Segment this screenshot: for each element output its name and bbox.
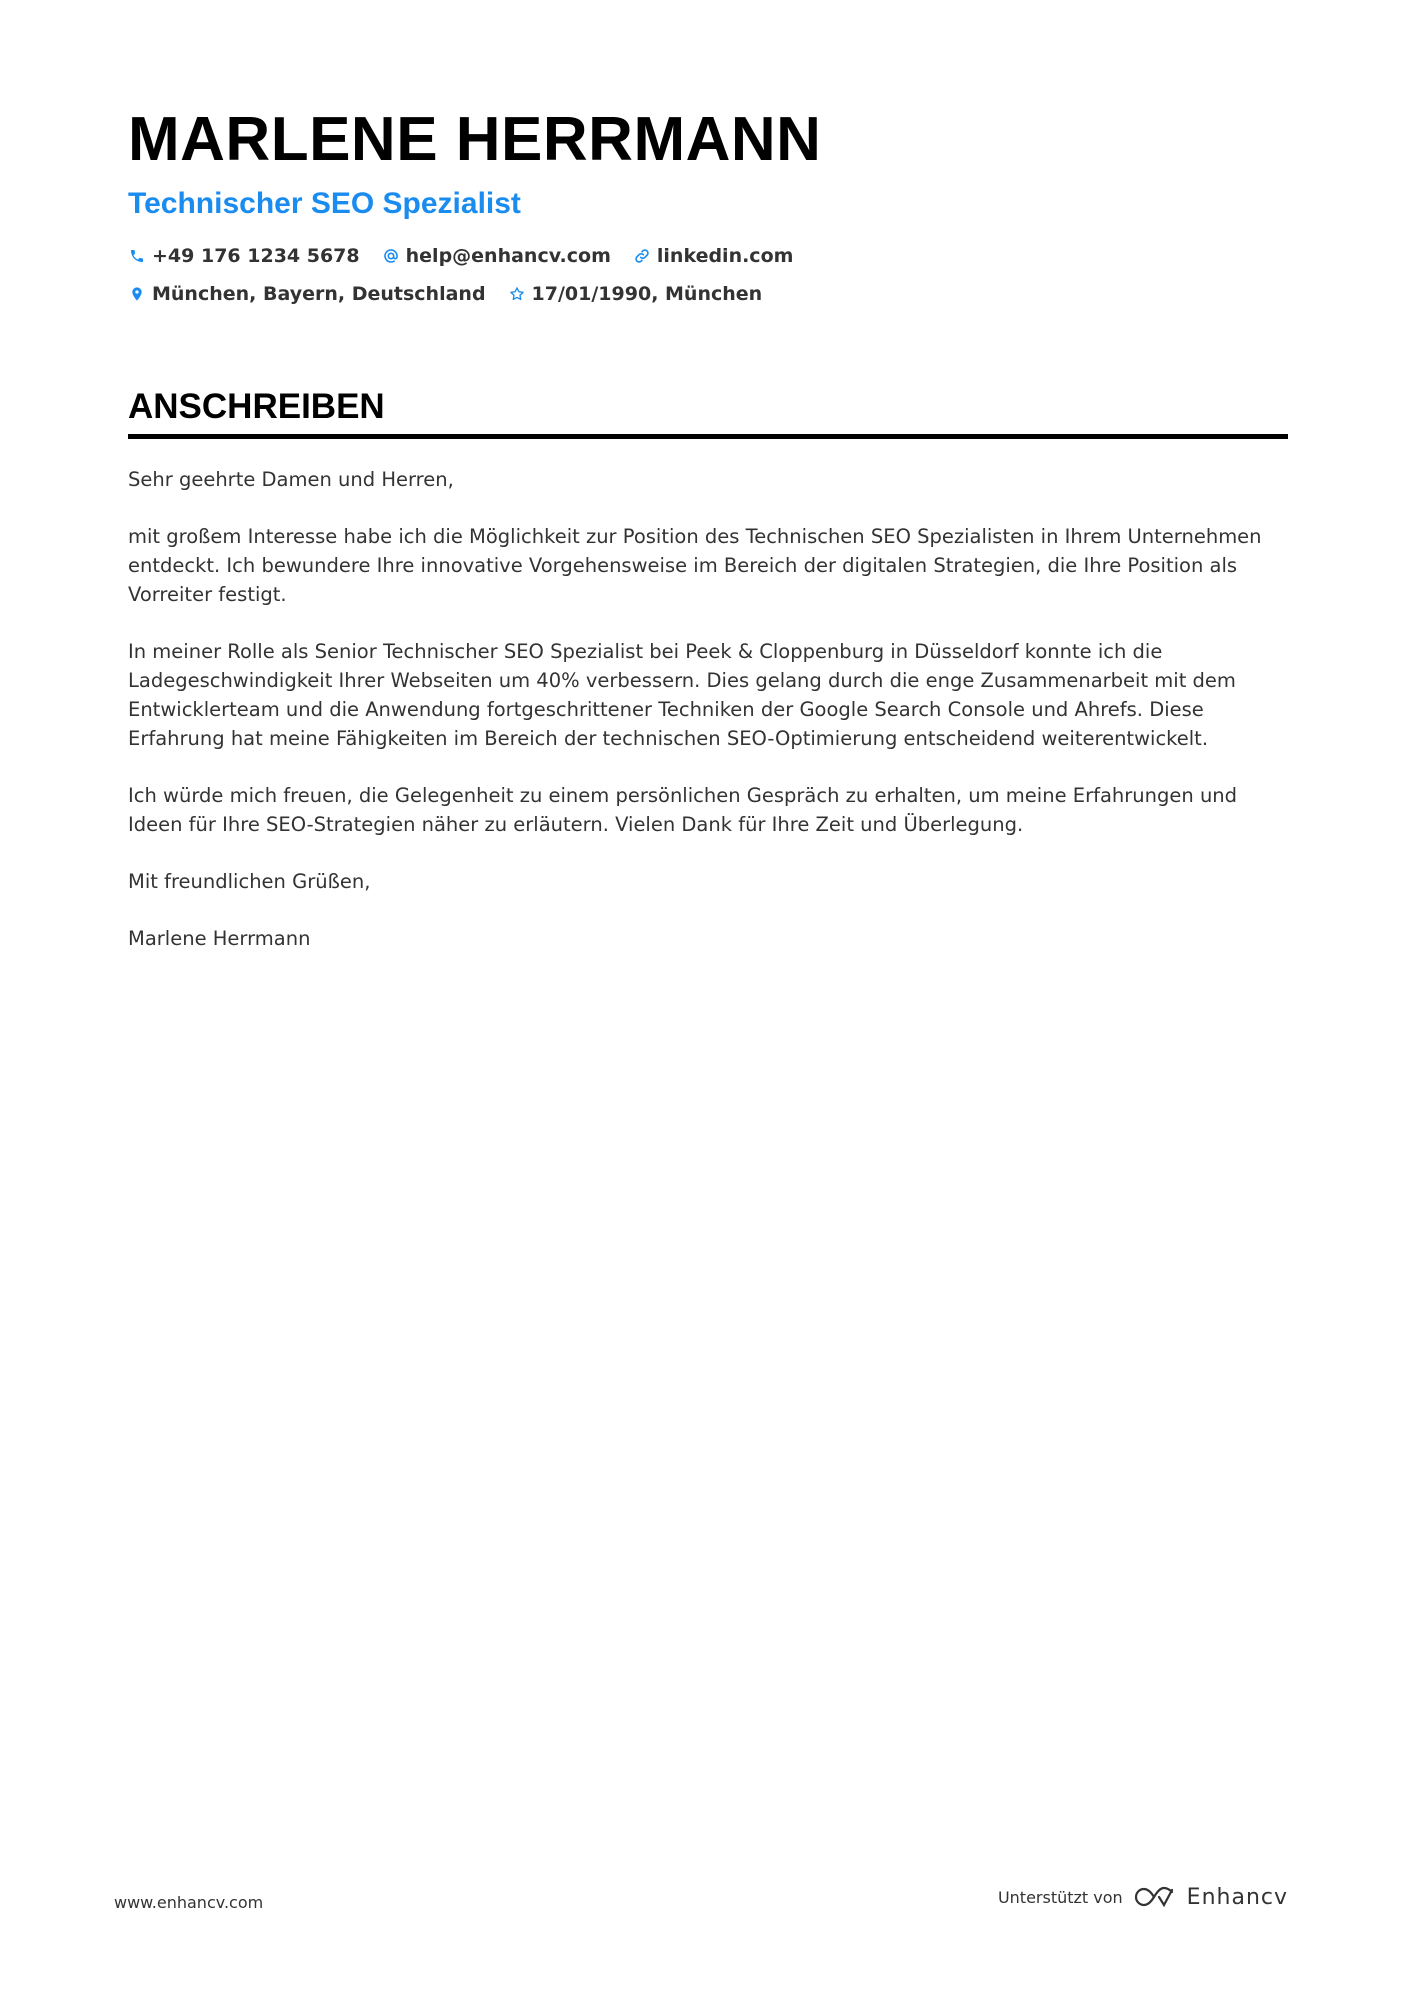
contact-email-text: help@enhancv.com bbox=[405, 245, 611, 267]
contact-birth bbox=[508, 282, 763, 306]
letter-signature: Marlene Herrmann bbox=[128, 927, 311, 950]
contact-birth-text: 17/01/1990, München bbox=[531, 283, 763, 305]
brand-name: Enhancv bbox=[1186, 1884, 1288, 1910]
letter-greeting: Sehr geehrte Damen und Herren, bbox=[128, 468, 454, 491]
contact-phone[interactable] bbox=[128, 244, 360, 268]
at-icon bbox=[382, 247, 400, 265]
letter-paragraph: Ich würde mich freuen, die Gelegenheit zu einem persönlichen Gespräch zu erhalten, um meine Erfahrungen und Ideen für Ihre SEO-Strategien näher zu erläutern. Vielen Dank für Ihre Zeit und Überlegung. bbox=[128, 784, 1238, 836]
section-divider bbox=[128, 434, 1288, 439]
infinity-logo-icon bbox=[1133, 1884, 1179, 1910]
link-icon bbox=[633, 247, 651, 265]
powered-by-label: Unterstützt von bbox=[997, 1887, 1123, 1907]
enhancv-logo[interactable] bbox=[1133, 1884, 1288, 1910]
letter-paragraph: In meiner Rolle als Senior Technischer SEO Spezialist bei Peek & Cloppenburg in Düsseldorf konnte ich die Ladegeschwindigkeit Ihrer Webseiten um 40% verbessern. Dies gelang durch die enge Zusammenarbeit mit dem Entwicklerteam und die Anwendung fortgeschrittener Techniken der Google Search Console und Ahrefs. Diese Erfahrung hat meine Fähigkeiten im Bereich der technischen SEO-Optimierung entscheidend weiterentwickelt. bbox=[128, 640, 1236, 750]
footer-website[interactable]: www.enhancv.com bbox=[114, 1893, 264, 1912]
star-icon bbox=[508, 285, 526, 303]
phone-icon bbox=[128, 247, 146, 265]
letter-paragraph: mit großem Interesse habe ich die Möglichkeit zur Position des Technischen SEO Spezialisten in Ihrem Unternehmen entdeckt. Ich bewundere Ihre innovative Vorgehensweise im Bereich der digitalen Strategien, die Ihre Position als Vorreiter festigt. bbox=[128, 525, 1262, 606]
candidate-name: MARLENE HERRMANN bbox=[128, 105, 822, 174]
letter-closing: Mit freundlichen Grüßen, bbox=[128, 870, 371, 893]
contact-location-text: München, Bayern, Deutschland bbox=[152, 283, 486, 305]
contact-email[interactable] bbox=[382, 244, 611, 268]
contact-linkedin[interactable] bbox=[633, 244, 794, 268]
cover-letter-page bbox=[128, 104, 1288, 981]
letter-body bbox=[128, 465, 1288, 953]
footer-branding bbox=[998, 1884, 1288, 1910]
contact-phone-text: +49 176 1234 5678 bbox=[152, 245, 360, 267]
contact-linkedin-text: linkedin.com bbox=[656, 245, 794, 267]
contact-info bbox=[128, 244, 1128, 306]
section-title: ANSCHREIBEN bbox=[128, 387, 385, 426]
job-title: Technischer SEO Spezialist bbox=[128, 187, 521, 220]
location-pin-icon bbox=[128, 285, 146, 303]
contact-location bbox=[128, 282, 486, 306]
